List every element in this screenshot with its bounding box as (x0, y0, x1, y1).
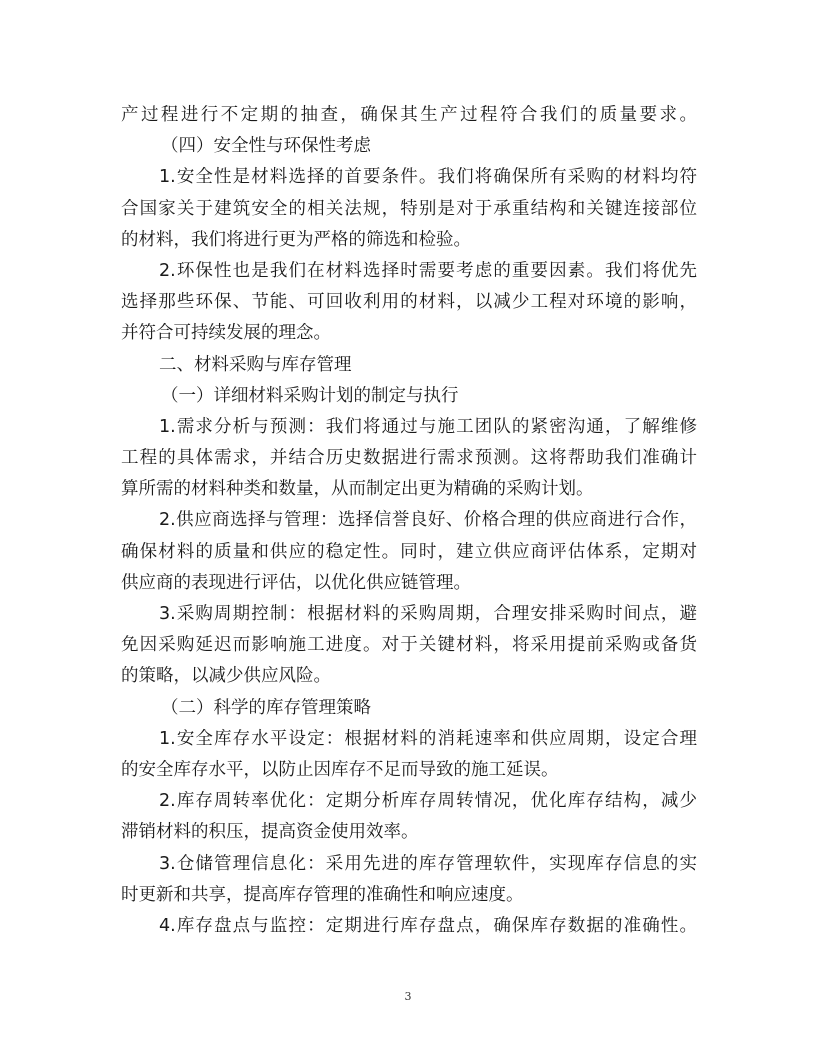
paragraph-line: 工程的具体需求，并结合历史数据进行需求预测。这将帮助我们准确计 (121, 448, 697, 469)
chapter-heading: 二、材料采购与库存管理 (159, 354, 352, 375)
paragraph-line: 产过程进行不定期的抽查，确保其生产过程符合我们的质量要求。 (121, 105, 697, 125)
paragraph-line: 3.采购周期控制：根据材料的采购周期，合理安排采购时间点，避 (159, 604, 697, 624)
paragraph-line: 免因采购延迟而影响施工进度。对于关键材料，将采用提前采购或备货 (121, 635, 697, 656)
paragraph-line: 的安全库存水平，以防止因库存不足而导致的施工延误。 (121, 759, 559, 780)
paragraph-line: 2.环保性也是我们在材料选择时需要考虑的重要因素。我们将优先 (159, 260, 697, 281)
paragraph-line: 的材料，我们将进行更为严格的筛选和检验。 (121, 229, 471, 250)
paragraph-line: 合国家关于建筑安全的相关法规，特别是对于承重结构和关键连接部位 (121, 198, 697, 219)
section-heading: （四）安全性与环保性考虑 (161, 136, 371, 157)
paragraph-line: 3.仓储管理信息化：采用先进的库存管理软件，实现库存信息的实 (159, 853, 697, 874)
paragraph-line: 1.安全库存水平设定：根据材料的消耗速率和供应周期，设定合理 (159, 728, 697, 749)
page-number: 3 (404, 990, 412, 1003)
paragraph-line: 4.库存盘点与监控：定期进行库存盘点，确保库存数据的准确性。 (159, 915, 697, 936)
section-heading: （二）科学的库存管理策略 (161, 697, 371, 718)
paragraph-line: 确保材料的质量和供应的稳定性。同时，建立供应商评估体系，定期对 (121, 541, 697, 562)
paragraph-line: 1.需求分析与预测：我们将通过与施工团队的紧密沟通，了解维修 (159, 416, 697, 437)
paragraph-line: 的策略，以减少供应风险。 (121, 666, 331, 687)
paragraph-line: 算所需的材料种类和数量，从而制定出更为精确的采购计划。 (121, 479, 594, 500)
paragraph-line: 2.库存周转率优化：定期分析库存周转情况，优化库存结构，减少 (159, 791, 697, 812)
paragraph-line: 2.供应商选择与管理：选择信誉良好、价格合理的供应商进行合作， (159, 510, 697, 531)
document-body (121, 100, 697, 942)
paragraph-line: 选择那些环保、节能、可回收利用的材料，以减少工程对环境的影响， (121, 292, 697, 313)
paragraph-line: 并符合可持续发展的理念。 (121, 323, 331, 344)
paragraph-line: 滞销材料的积压，提高资金使用效率。 (121, 822, 419, 843)
paragraph-line: 供应商的表现进行评估，以优化供应链管理。 (121, 572, 471, 593)
paragraph-line: 时更新和共享，提高库存管理的准确性和响应速度。 (121, 884, 524, 905)
section-heading: （一）详细材料采购计划的制定与执行 (161, 385, 459, 406)
paragraph-line: 1.安全性是材料选择的首要条件。我们将确保所有采购的材料均符 (159, 167, 697, 188)
